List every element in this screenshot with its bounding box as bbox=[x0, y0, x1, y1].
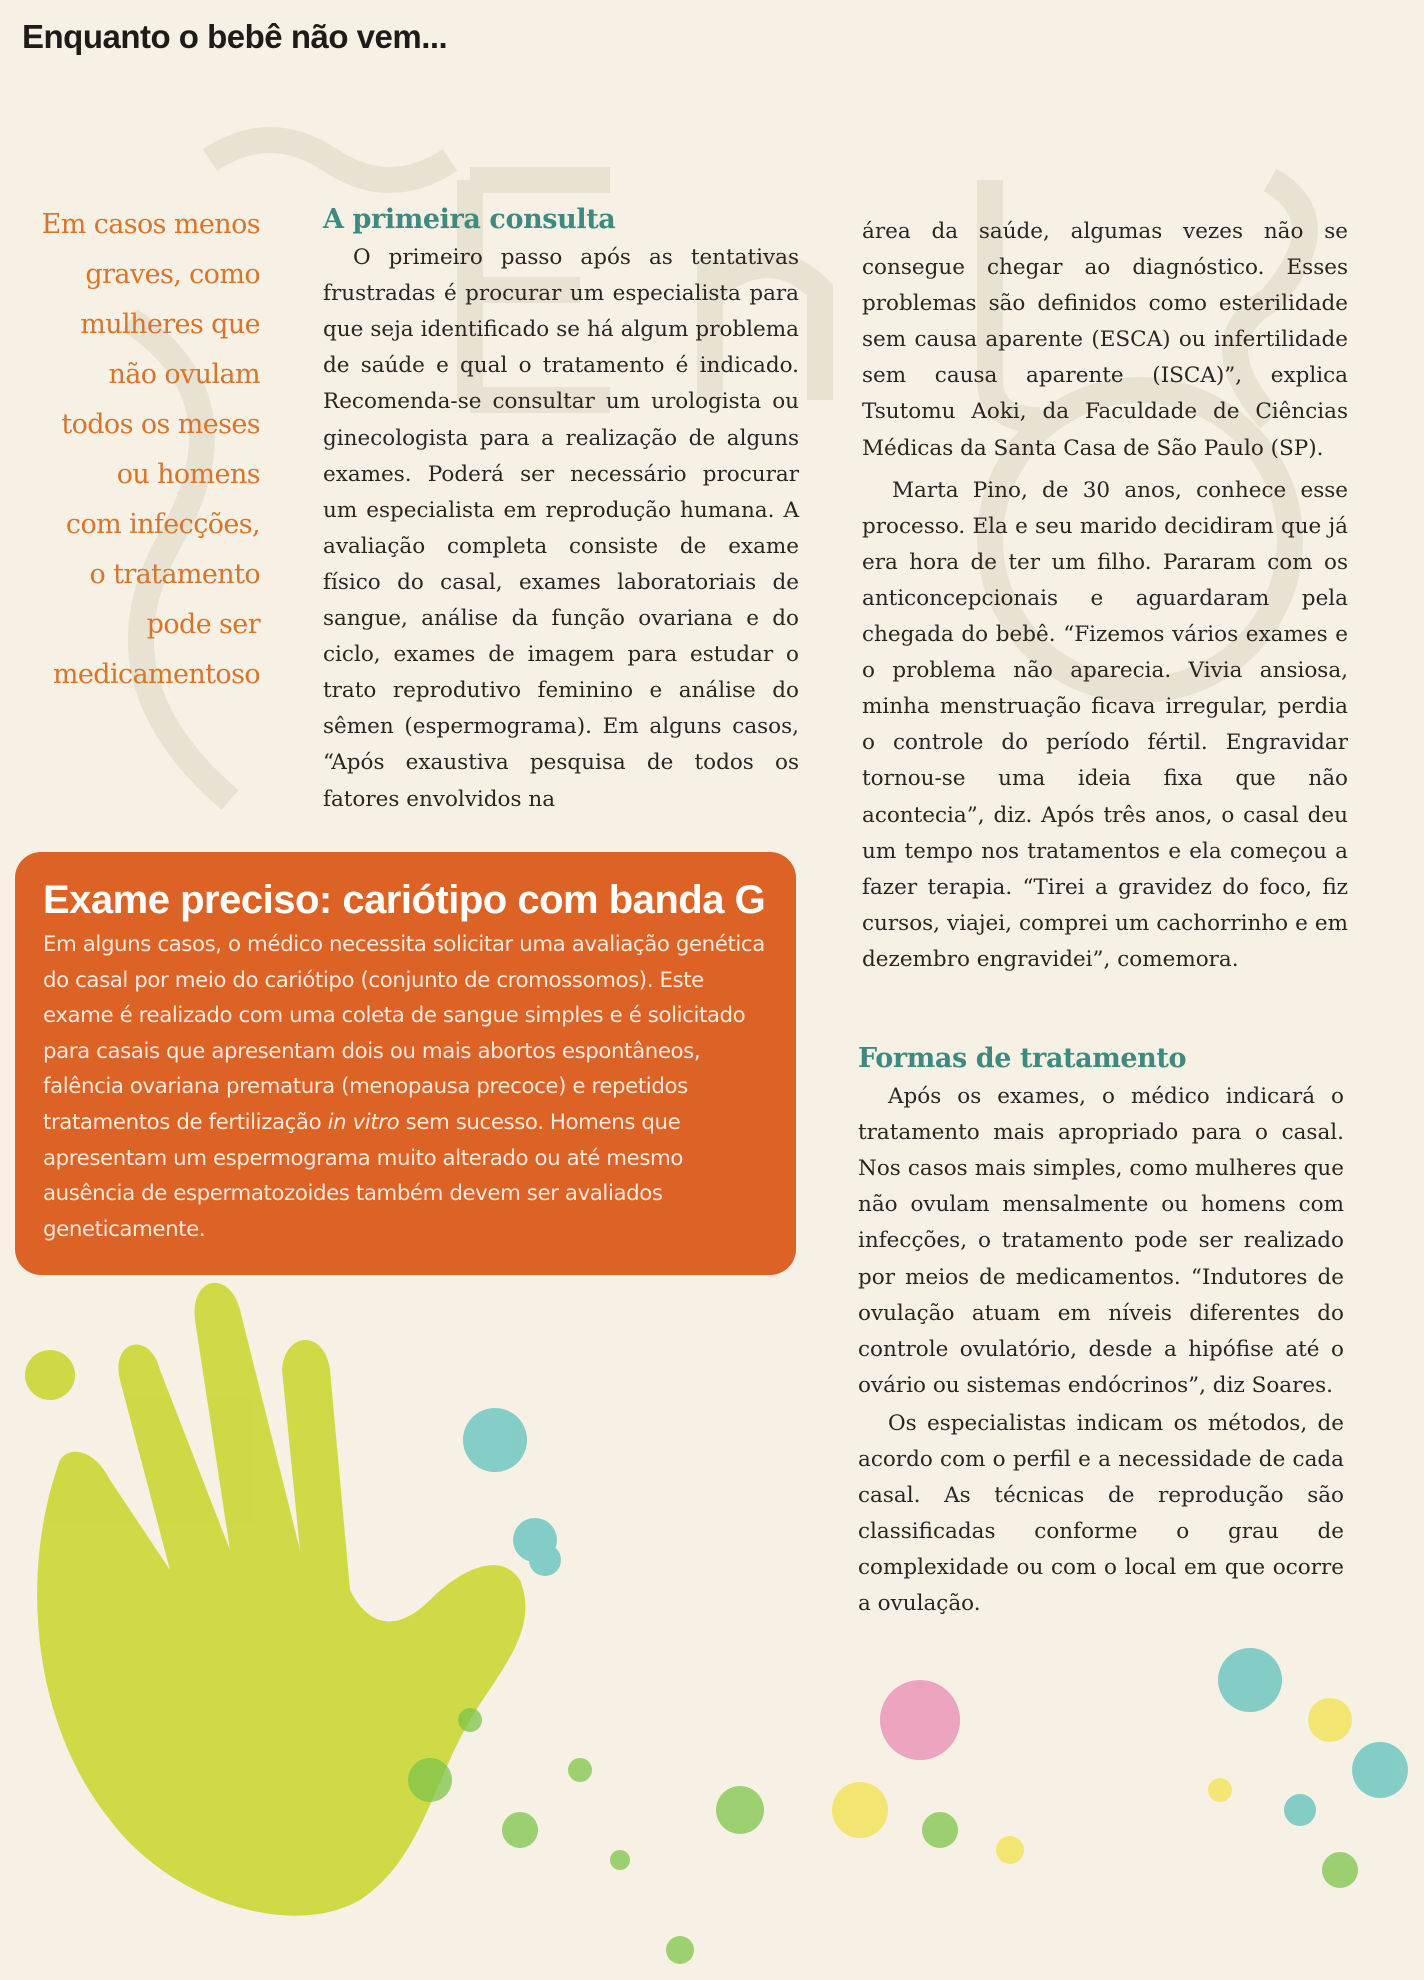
pull-quote-line: não ovulam bbox=[108, 359, 260, 390]
section-header: Enquanto o bebê não vem... bbox=[22, 18, 448, 55]
callout-box bbox=[15, 852, 796, 1275]
pull-quote-line: o tratamento bbox=[89, 559, 260, 590]
handprint-shape bbox=[25, 1283, 525, 1916]
callout-title: Exame preciso: cariótipo com banda G bbox=[43, 878, 766, 922]
paragraph-first-consultation: O primeiro passo após as tentativas frustradas é procurar um especialista para que seja identificado se há algum problema de saúde e qual o tratamento é indicado. Recomenda-se consultar um urologista ou ginecologista para a realização de alguns exames. Poderá ser necessário procurar um especialista em reprodução humana. A avaliação completa consiste de exame físico do casal, exames laboratoriais de sangue, análise da função ovariana e do ciclo, exames de imagem para estudar o trato reprodutivo feminino e análise do sêmen (espermograma). Em alguns casos, “Após exaustiva pesquisa de todos os fatores envolvidos na bbox=[323, 245, 799, 812]
pull-quote-line: ou homens bbox=[116, 459, 260, 490]
paragraph-continuation: área da saúde, algumas vezes não se consegue chegar ao diagnóstico. Esses problemas são definidos como esterilidade sem causa aparente (ESCA) ou infertilidade sem causa aparente (ISCA)”, explica Tsutomu Aoki, da Faculdade de Ciências Médicas da Santa Casa de São Paulo (SP). bbox=[862, 219, 1348, 461]
pull-quote-line: mulheres que bbox=[80, 309, 260, 340]
callout-italic-term: in vitro bbox=[327, 1109, 400, 1135]
paragraph-treatment-1: Após os exames, o médico indicará o tratamento mais apropriado para o casal. Nos casos mais simples, como mulheres que não ovulam mensalmente ou homens com infecções, o tratamento pode ser realizado por meios de medicamentos. “Indutores de ovulação atuam em níveis diferentes do controle ovulatório, desde a hipófise até o ovário ou sistemas endócrinos”, diz Soares. bbox=[858, 1084, 1344, 1398]
pull-quote bbox=[20, 200, 260, 700]
pull-quote-line: com infecções, bbox=[65, 509, 260, 540]
callout-text bbox=[43, 927, 774, 1247]
pull-quote-line: todos os meses bbox=[61, 409, 260, 440]
callout-text-part: Em alguns casos, o médico necessita solicitar uma avaliação genética do casal por meio do cariótipo (conjunto de cromossomos). Este exame é realizado com uma coleta de sangue simples e é solicitado para casais que apresentam dois ou mais abortos espontâneos, falência ovariana prematura (menopausa precoce) e repetidos tratamentos de fertilização bbox=[43, 932, 765, 1135]
pull-quote-line: graves, como bbox=[85, 259, 260, 290]
heading-first-consultation: A primeira consulta bbox=[323, 204, 616, 235]
pull-quote-line: medicamentoso bbox=[52, 659, 260, 690]
pull-quote-line: Em casos menos bbox=[41, 209, 260, 240]
article-column-right-treatment bbox=[858, 1041, 1344, 1623]
paragraph-treatment-2: Os especialistas indicam os métodos, de acordo com o perfil e a necessidade de cada casal. As técnicas de reprodução são classificadas conforme o grau de complexidade ou com o local em que ocorre a ovulação. bbox=[858, 1410, 1344, 1617]
pull-quote-line: pode ser bbox=[146, 609, 260, 640]
article-column-middle bbox=[323, 202, 799, 818]
paragraph-marta: Marta Pino, de 30 anos, conhece esse processo. Ela e seu marido decidiram que já era hora de ter um filho. Pararam com os anticoncepcionais e aguardaram pela chegada do bebê. “Fizemos vários exames e o problema não aparecia. Vivia ansiosa, minha menstruação ficava irregular, perdia o controle do período fértil. Engravidar tornou-se uma ideia fixa que não acontecia”, diz. Após três anos, o casal deu um tempo nos tratamentos e ela começou a fazer terapia. “Tirei a gravidez do foco, fiz cursos, viajei, comprei um cachorrinho e em dezembro engravidei”, comemora. bbox=[862, 477, 1348, 972]
article-column-right bbox=[862, 214, 1348, 978]
callout-text-part: sem sucesso. Homens que apresentam um espermograma muito alterado ou até mesmo ausência de espermatozoides também devem ser avaliados geneticamente. bbox=[43, 1109, 683, 1242]
heading-treatment: Formas de tratamento bbox=[858, 1043, 1187, 1074]
